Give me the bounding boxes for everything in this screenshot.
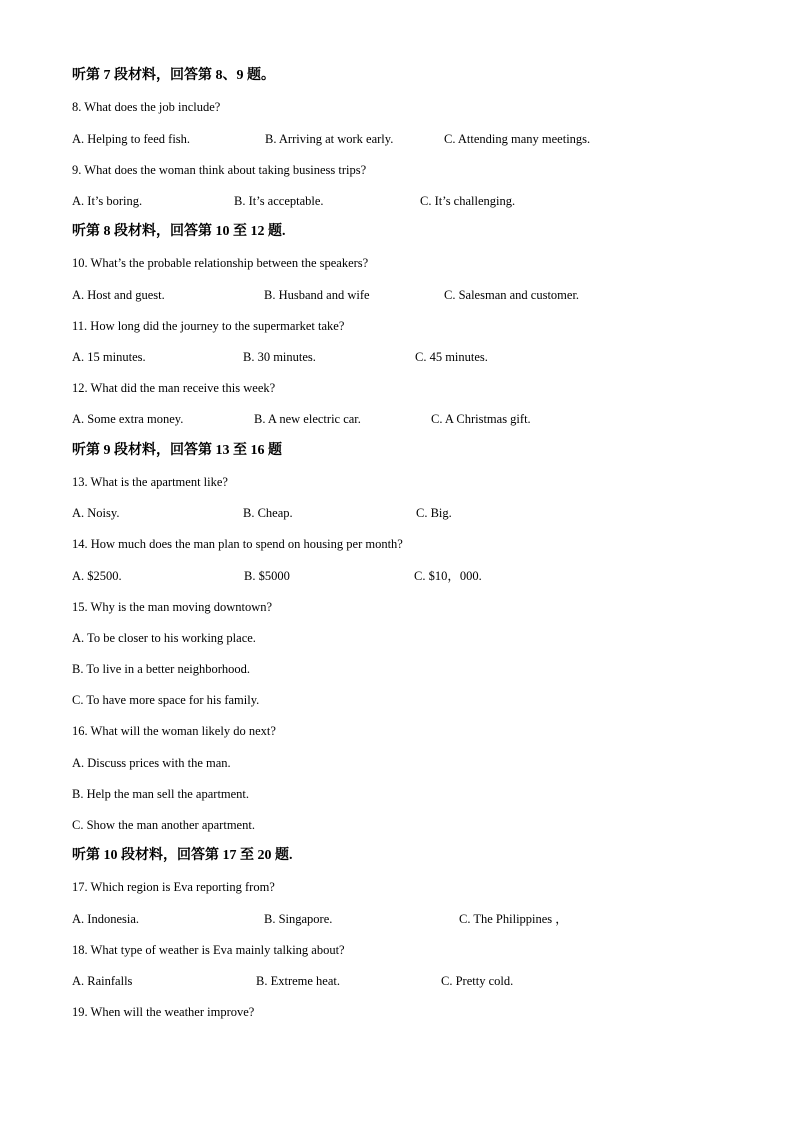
option-a: A. Discuss prices with the man. [72, 756, 231, 770]
option-a: A. $2500. [72, 569, 122, 583]
option-c: C. Pretty cold. [441, 974, 514, 988]
option-c: C. 45 minutes. [415, 350, 488, 364]
option-c: C. $10，000. [414, 569, 482, 583]
option-a: A. Rainfalls [72, 974, 133, 988]
question-text: 12. What did the man receive this week? [72, 381, 276, 395]
question-text: 13. What is the apartment like? [72, 475, 228, 489]
option-a: A. Helping to feed fish. [72, 132, 191, 146]
option-a: A. Indonesia. [72, 912, 139, 926]
option-b: B. Help the man sell the apartment. [72, 787, 250, 801]
option-b: B. A new electric car. [254, 412, 361, 426]
option-b: B. Arriving at work early. [265, 132, 394, 146]
option-c: C. To have more space for his family. [72, 693, 260, 707]
option-a: A. To be closer to his working place. [72, 631, 256, 645]
question-text: 15. Why is the man moving downtown? [72, 600, 273, 614]
option-b: B. Singapore. [264, 912, 333, 926]
question-text: 9. What does the woman think about taking business trips? [72, 163, 367, 177]
option-c: C. It’s challenging. [420, 194, 516, 208]
option-a: A. Host and guest. [72, 288, 165, 302]
question-text: 17. Which region is Eva reporting from? [72, 880, 275, 894]
option-c: C. A Christmas gift. [431, 412, 531, 426]
section-heading: 听第 10 段材料，回答第 17 至 20 题. [72, 848, 293, 863]
question-text: 14. How much does the man plan to spend on housing per month? [72, 537, 403, 551]
question-text: 19. When will the weather improve? [72, 1005, 255, 1019]
option-a: A. It’s boring. [72, 194, 143, 208]
question-text: 8. What does the job include? [72, 100, 221, 114]
question-text: 11. How long did the journey to the supermarket take? [72, 319, 345, 333]
option-c: C. Salesman and customer. [444, 288, 580, 302]
option-c: C. The Philippines ， [459, 912, 568, 926]
option-a: A. 15 minutes. [72, 350, 146, 364]
question-text: 16. What will the woman likely do next? [72, 724, 276, 738]
option-b: B. To live in a better neighborhood. [72, 662, 251, 676]
question-text: 18. What type of weather is Eva mainly talking about? [72, 943, 345, 957]
option-c: C. Attending many meetings. [444, 132, 591, 146]
option-b: B. Husband and wife [264, 288, 370, 302]
option-a: A. Some extra money. [72, 412, 184, 426]
section-heading: 听第 7 段材料，回答第 8、9 题。 [72, 68, 275, 83]
option-b: B. It’s acceptable. [234, 194, 324, 208]
option-c: C. Show the man another apartment. [72, 818, 255, 832]
section-heading: 听第 8 段材料，回答第 10 至 12 题. [72, 224, 286, 239]
option-a: A. Noisy. [72, 506, 120, 520]
option-b: B. $5000 [244, 569, 290, 583]
option-b: B. Cheap. [243, 506, 293, 520]
section-heading: 听第 9 段材料，回答第 13 至 16 题 [72, 443, 282, 458]
question-text: 10. What’s the probable relationship between the speakers? [72, 256, 369, 270]
option-c: C. Big. [416, 506, 452, 520]
option-b: B. 30 minutes. [243, 350, 316, 364]
option-b: B. Extreme heat. [256, 974, 340, 988]
